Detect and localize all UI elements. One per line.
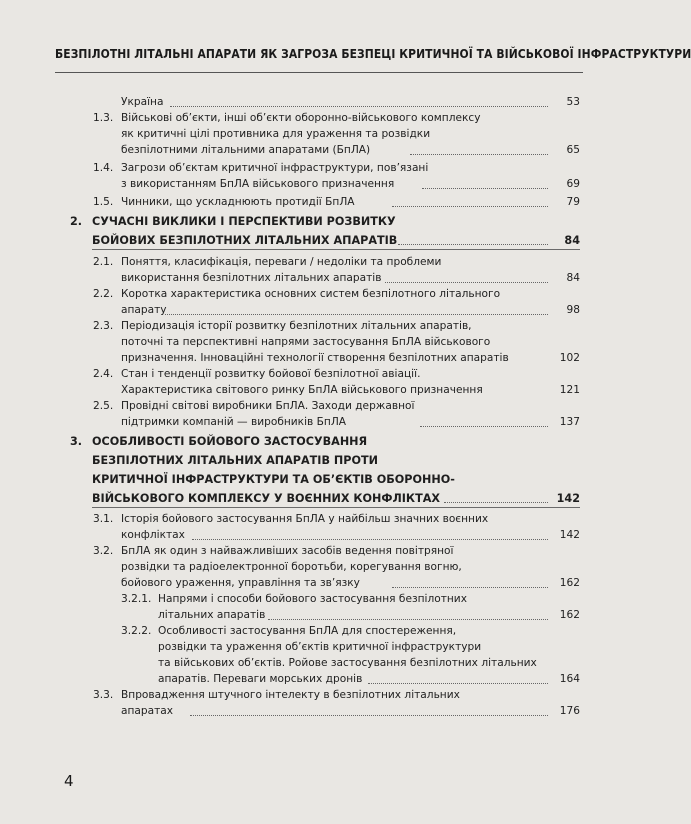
dot-leader [165, 314, 548, 315]
entry-line: підтримки компаній — виробників БпЛА [121, 416, 347, 428]
section-number: 2.5. [93, 400, 114, 412]
toc-entry [121, 398, 414, 430]
toc-entry [121, 110, 480, 158]
entry-line: БпЛА як один з найважливіших засобів ведення повітряної [121, 545, 454, 557]
toc-entry [121, 543, 462, 591]
dot-leader [268, 619, 548, 620]
entry-line: бойового ураження, управління та зв’язку [121, 577, 360, 589]
entry-line: Коротка характеристика основних систем безпілотного літального [121, 288, 501, 300]
page-number: 176 [559, 705, 580, 717]
section-number: 3.2.1. [121, 593, 152, 605]
dot-leader [392, 206, 548, 207]
toc-entry [158, 623, 537, 687]
entry-line: Україна [121, 96, 164, 108]
entry-line: Загрози об’єктам критичної інфраструктури, пов’язані [121, 162, 429, 174]
entry-line: апаратів. Переваги морських дронів [158, 673, 363, 685]
page-number: 137 [559, 416, 580, 428]
entry-line: розвідки та ураження об’єктів критичної інфраструктури [158, 641, 482, 653]
chapter-underline [92, 249, 580, 250]
chapter-number: 3. [70, 435, 83, 448]
toc-entry [121, 318, 509, 366]
entry-line: конфліктах [121, 529, 185, 541]
section-number: 3.2. [93, 545, 114, 557]
entry-line: Історія бойового застосування БпЛА у найбільш значних воєнних [121, 513, 489, 525]
section-number: 1.3. [93, 112, 114, 124]
page-number: 98 [566, 304, 580, 316]
page-number: 162 [559, 609, 580, 621]
section-number: 2.2. [93, 288, 114, 300]
entry-line: БЕЗПІЛОТНИХ ЛІТАЛЬНИХ АПАРАТІВ ПРОТИ [92, 454, 378, 467]
entry-line: БОЙОВИХ БЕЗПІЛОТНИХ ЛІТАЛЬНИХ АПАРАТІВ [92, 234, 398, 247]
dot-leader [192, 539, 548, 540]
entry-line: безпілотними літальними апаратами (БпЛА) [121, 144, 371, 156]
entry-line: використання безпілотних літальних апаратів [121, 272, 382, 284]
entry-line: Характеристика світового ринку БпЛА військового призначення [121, 384, 483, 396]
section-number: 2.1. [93, 256, 114, 268]
dot-leader [190, 715, 548, 716]
dot-leader [444, 502, 548, 503]
entry-line: Стан і тенденції розвитку бойової безпілотної авіації. [121, 368, 421, 380]
page-number: 84 [566, 272, 580, 284]
page-number: 121 [559, 384, 580, 396]
entry-line: КРИТИЧНОЇ ІНФРАСТРУКТУРИ ТА ОБ’ЄКТІВ ОБОРОННО- [92, 473, 455, 486]
entry-line: з використанням БпЛА військового призначення [121, 178, 395, 190]
chapter-underline [92, 507, 580, 508]
dot-leader [422, 188, 548, 189]
dot-leader [398, 244, 548, 245]
entry-line: Чинники, що ускладнюють протидії БпЛА [121, 196, 355, 208]
page-number: 65 [566, 144, 580, 156]
entry-line: Особливості застосування БпЛА для спостереження, [158, 625, 457, 637]
entry-line: поточні та перспективні напрями застосування БпЛА військового [121, 336, 491, 348]
entry-line: призначення. Інноваційні технології створення безпілотних апаратів [121, 352, 509, 364]
entry-line: апарату [121, 304, 167, 316]
page-number: 142 [559, 529, 580, 541]
page-number: 53 [566, 96, 580, 108]
entry-line: як критичні цілі противника для ураження та розвідки [121, 128, 431, 140]
toc-chapter [92, 432, 455, 508]
page-number: 69 [566, 178, 580, 190]
section-number: 1.4. [93, 162, 114, 174]
section-number: 3.2.2. [121, 625, 152, 637]
section-number: 3.1. [93, 513, 114, 525]
toc-chapter [92, 212, 397, 250]
dot-leader [420, 426, 548, 427]
entry-line: ОСОБЛИВОСТІ БОЙОВОГО ЗАСТОСУВАННЯ [92, 435, 368, 448]
page-number: 102 [559, 352, 580, 364]
section-number: 3.3. [93, 689, 114, 701]
entry-line: літальних апаратів [158, 609, 266, 621]
toc-entry [121, 194, 355, 210]
dot-leader [410, 154, 548, 155]
page-number: 79 [566, 196, 580, 208]
page-number: 84 [564, 234, 580, 247]
header-rule [55, 72, 583, 73]
entry-line: та військових об’єктів. Ройове застосування безпілотних літальних [158, 657, 537, 669]
dot-leader [392, 587, 548, 588]
dot-leader [368, 683, 548, 684]
page-folio: 4 [64, 772, 74, 790]
dot-leader [385, 282, 548, 283]
toc-entry [121, 160, 428, 192]
entry-line: Періодизація історії розвитку безпілотних літальних апаратів, [121, 320, 472, 332]
running-header: БЕЗПІЛОТНІ ЛІТАЛЬНІ АПАРАТИ ЯК ЗАГРОЗА БЕЗПЕЦІ КРИТИЧНОЇ ТА ВІЙСЬКОВОЇ ІНФРАСТРУКТУРИ [55, 46, 691, 61]
page-number: 164 [559, 673, 580, 685]
chapter-number: 2. [70, 215, 83, 228]
dot-leader [170, 106, 548, 107]
entry-line: ВІЙСЬКОВОГО КОМПЛЕКСУ У ВОЄННИХ КОНФЛІКТАХ [92, 492, 440, 505]
page-number: 142 [556, 492, 580, 505]
entry-line: Провідні світові виробники БпЛА. Заходи державної [121, 400, 415, 412]
entry-line: Напрями і способи бойового застосування безпілотних [158, 593, 467, 605]
entry-line: СУЧАСНІ ВИКЛИКИ І ПЕРСПЕКТИВИ РОЗВИТКУ [92, 215, 396, 228]
entry-line: розвідки та радіоелектронної боротьби, корегування вогню, [121, 561, 462, 573]
entry-line: апаратах [121, 705, 174, 717]
toc-entry [121, 94, 163, 110]
entry-line: Військові об’єкти, інші об’єкти оборонно-військового комплексу [121, 112, 481, 124]
toc-entry [121, 366, 483, 398]
section-number: 1.5. [93, 196, 114, 208]
entry-line: Поняття, класифікація, переваги / недоліки та проблеми [121, 256, 442, 268]
section-number: 2.4. [93, 368, 114, 380]
page-number: 162 [559, 577, 580, 589]
entry-line: Впровадження штучного інтелекту в безпілотних літальних [121, 689, 460, 701]
section-number: 2.3. [93, 320, 114, 332]
